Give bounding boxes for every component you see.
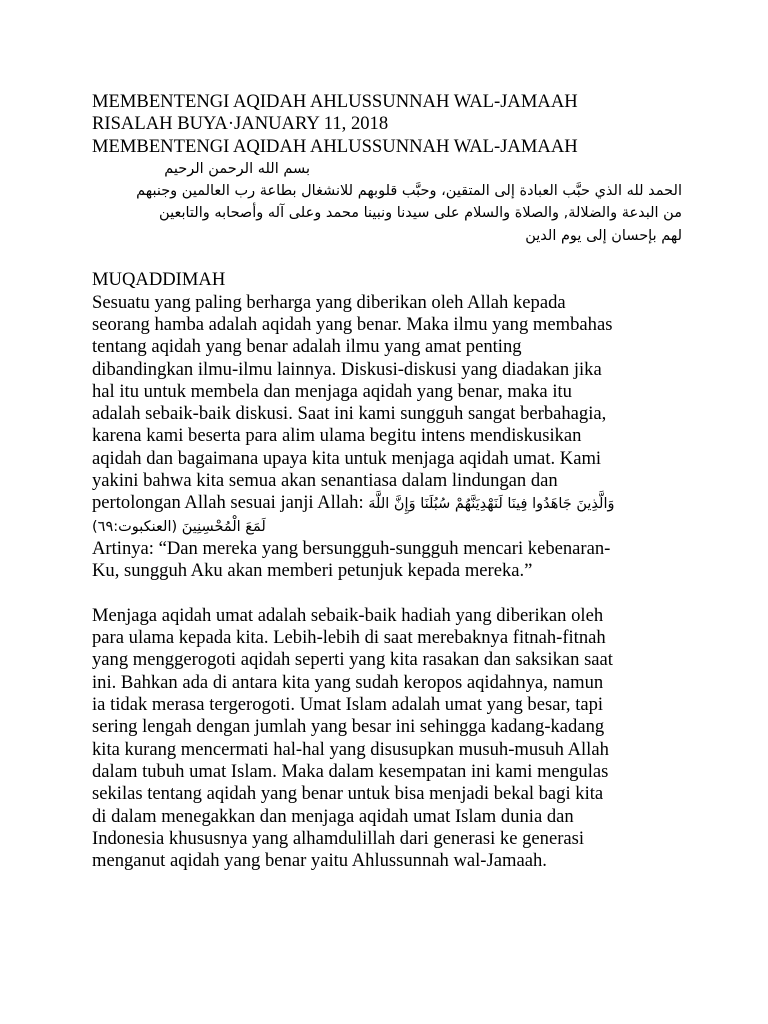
paragraph2-line: para ulama kepada kita. Lebih-lebih di saat merebaknya fitnah-fitnah [92, 627, 606, 649]
paragraph2-line: yang menggerogoti aqidah seperti yang kita rasakan dan saksikan saat [92, 649, 613, 671]
document-page [92, 91, 682, 872]
subtitle-line: RISALAH BUYA·JANUARY 11, 2018 [92, 113, 389, 135]
quran-verse-part2: لَمَعَ الْمُحْسِنِينَ (العنكبوت:٦٩) [92, 518, 266, 535]
paragraph2-line: di dalam menegakkan dan menjaga aqidah umat Islam dunia dan [92, 805, 574, 827]
paragraph-gap [92, 247, 682, 269]
quran-verse-line-2 [92, 516, 310, 538]
paragraph-gap [92, 583, 682, 605]
title-line-1: MEMBENTENGI AQIDAH AHLUSSUNNAH WAL-JAMAAH [92, 91, 578, 112]
quran-verse-part1: وَالَّذِينَ جَاهَدُوا فِينَا لَنَهْدِيَنَّهُمْ سُبُلَنَا وَإِنَّ اللَّهَ [368, 496, 615, 513]
paragraph2-line: ini. Bahkan ada di antara kita yang sudah keropos aqidahnya, namun [92, 671, 604, 693]
basmala: بسم الله الرحمن الرحيم [164, 160, 310, 177]
arabic-opening-line-3: لهم بإحسان إلى يوم الدين [525, 227, 682, 244]
paragraph1-line: tentang aqidah yang benar adalah ilmu yang amat penting [92, 336, 522, 358]
paragraph2-line: Indonesia khususnya yang alhamdulillah dari generasi ke generasi [92, 827, 585, 849]
paragraph2-line: Menjaga aqidah umat adalah sebaik-baik hadiah yang diberikan oleh [92, 604, 604, 626]
paragraph1-line: aqidah dan bagaimana upaya kita untuk menjaga aqidah umat. Kami [92, 447, 602, 469]
paragraph2-line: ia tidak merasa tergerogoti. Umat Islam adalah umat yang besar, tapi [92, 694, 604, 716]
paragraph2-line: kita kurang mencermati hal-hal yang disusupkan musuh-musuh Allah [92, 738, 609, 760]
arabic-opening-line-1: الحمد لله الذي حبَّب العبادة إلى المتقين، وحبَّب قلوبهم للانشغال بطاعة رب العالمين وجنبهم [136, 183, 682, 200]
paragraph1-line: karena kami beserta para alim ulama begitu intens mendiskusikan [92, 425, 582, 447]
translation-line-2: Ku, sungguh Aku akan memberi petunjuk kepada mereka.” [92, 560, 533, 582]
paragraph1-line: seorang hamba adalah aqidah yang benar. Maka ilmu yang membahas [92, 313, 613, 335]
paragraph1-line: yakini bahwa kita semua akan senantiasa dalam lindungan dan [92, 470, 558, 492]
paragraph2-line: sering lengah dengan jumlah yang besar ini sehingga kadang-kadang [92, 716, 605, 738]
paragraph1-line: hal itu untuk membela dan menjaga aqidah yang benar, maka itu [92, 380, 572, 402]
arabic-opening-line-2: من البدعة والضلالة, والصلاة والسلام على سيدنا ونبينا محمد وعلى آله وأصحابه والتابعين [159, 205, 682, 222]
paragraph2-line: menganut aqidah yang benar yaitu Ahlussunnah wal-Jamaah. [92, 850, 547, 872]
paragraph1-line: dibandingkan ilmu-ilmu lainnya. Diskusi-diskusi yang diadakan jika [92, 358, 602, 380]
paragraph1-verse-line [92, 492, 682, 515]
verse-intro: pertolongan Allah sesuai janji Allah: [92, 492, 364, 514]
paragraph2-line: sekilas tentang aqidah yang benar untuk bisa menjadi bekal bagi kita [92, 783, 604, 805]
paragraph2-line: dalam tubuh umat Islam. Maka dalam kesempatan ini kami mengulas [92, 760, 609, 782]
title-line-2: MEMBENTENGI AQIDAH AHLUSSUNNAH WAL-JAMAAH [92, 135, 578, 157]
translation-line-1: Artinya: “Dan mereka yang bersungguh-sungguh mencari kebenaran- [92, 537, 611, 559]
section-heading: MUQADDIMAH [92, 269, 226, 291]
paragraph1-line: adalah sebaik-baik diskusi. Saat ini kami sungguh sangat berbahagia, [92, 403, 607, 425]
paragraph1-line: Sesuatu yang paling berharga yang diberikan oleh Allah kepada [92, 291, 566, 313]
